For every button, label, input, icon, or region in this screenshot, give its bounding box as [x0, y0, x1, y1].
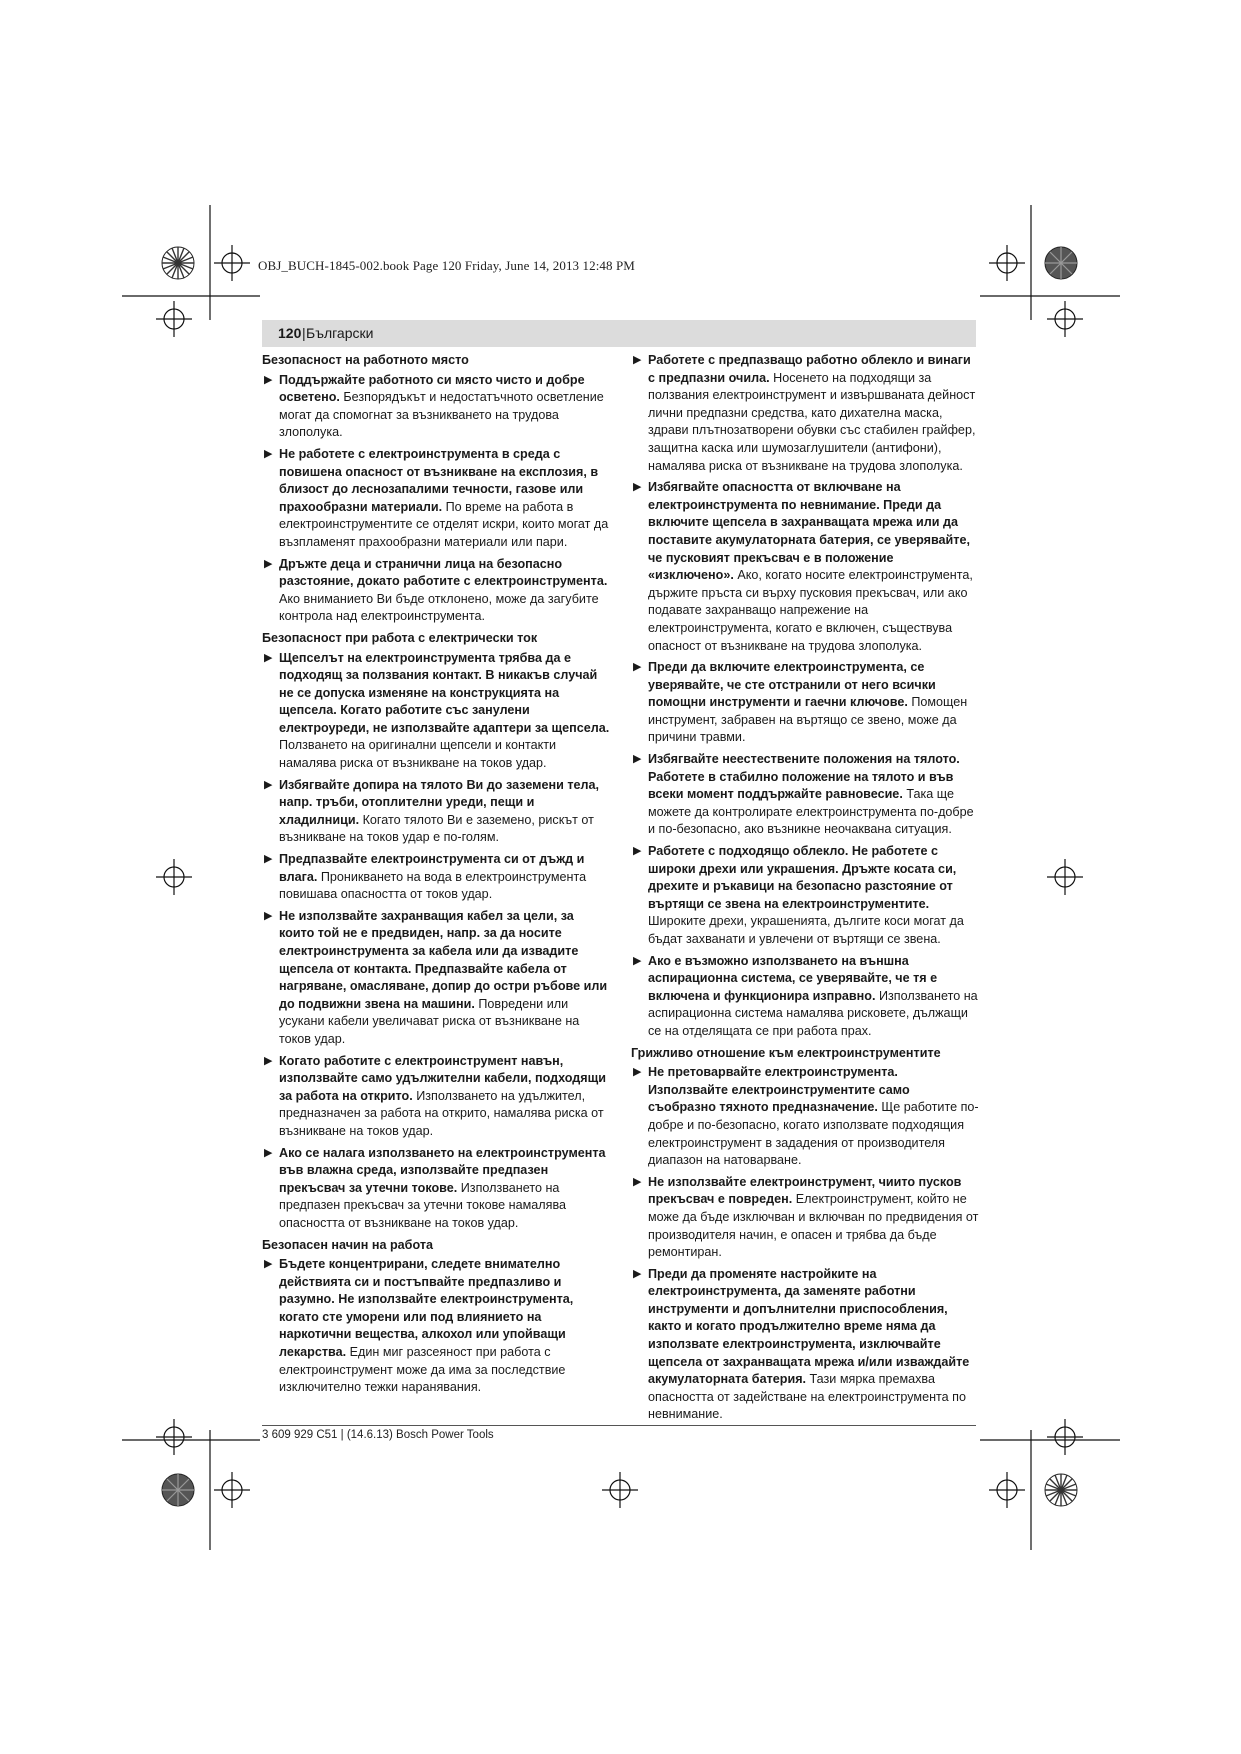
register-wheel-top-left	[162, 247, 194, 279]
instruction-emphasis: Избягвайте неестествените положения на тялото. Работете в стабилно положение на тялото и във всеки момент поддържайте равновесие.	[648, 752, 960, 802]
section-heading: Безопасност на работното място	[262, 353, 469, 367]
instruction-explanation: Безпорядъкът и недостатъчното осветление могат да спомогнат за възникването на трудова злополука.	[279, 390, 604, 440]
book-file-info: OBJ_BUCH-1845-002.book Page 120 Friday, June 14, 2013 12:48 PM	[258, 258, 635, 273]
safety-instruction	[631, 843, 981, 949]
safety-instruction	[631, 352, 981, 475]
safety-instruction	[262, 556, 612, 626]
instruction-emphasis: Преди да включите електроинструмента, се уверявайте, че сте отстранили от него всички помощни инструменти и гаечни ключове.	[648, 660, 936, 710]
safety-instruction	[631, 479, 981, 655]
instruction-emphasis: Ако се налага използването на електроинструмента във влажна среда, използвайте предпазен прекъсвач за утечни токове.	[279, 1145, 606, 1195]
bullet-arrow-icon: ▶	[633, 753, 642, 766]
bullet-arrow-icon: ▶	[633, 845, 642, 858]
register-wheel-bottom-right	[1045, 1474, 1077, 1506]
bullet-arrow-icon: ▶	[633, 481, 642, 494]
crosshair-mark	[214, 1472, 250, 1508]
bullet-arrow-icon: ▶	[264, 1146, 273, 1159]
bullet-arrow-icon: ▶	[633, 661, 642, 674]
safety-instruction	[262, 650, 612, 773]
header-separator: |	[302, 325, 306, 341]
instruction-explanation: Ако, когато носите електроинструмента, държите пръста си върху пусковия прекъсвач, или ако подавате захранващо напрежение на електроинструмента, когато е включен, съществува опасност от възникване на трудова злополука.	[648, 568, 973, 653]
instruction-explanation: Електроинструмент, който не може да бъде изключван и включван по предвидения от производителя начин, е опасен и трябва да бъде ремонтиран.	[648, 1192, 979, 1260]
instruction-explanation: Използването на аспирационна система намалява рисковете, дължащи се на отделящата се при работа прах.	[648, 988, 978, 1038]
crosshair-mark	[156, 859, 192, 895]
crosshair-mark	[1047, 301, 1083, 337]
instruction-emphasis: Не използвайте електроинструмент, чиито пусков прекъсвач е повреден.	[648, 1174, 962, 1207]
instruction-explanation: Ще работите по-добре и по-безопасно, когато използвате подходящия електроинструмент в зададения от производителя диапазон на натоварване.	[648, 1100, 979, 1168]
safety-instruction	[631, 659, 981, 747]
instruction-emphasis: Избягвайте допира на тялото Ви до заземени тела, напр. тръби, отоплителни уреди, пещи и хладилници.	[279, 777, 600, 827]
safety-instruction	[262, 851, 612, 904]
instruction-explanation: По време на работа в електроинструментите се отделят искри, които могат да възпламенят прахообразни материали или пари.	[279, 499, 609, 549]
register-wheel-bottom-left	[162, 1474, 194, 1506]
instruction-emphasis: Ако е възможно използването на външна аспирационна система, се уверявайте, че тя е включена и функционира изправно.	[648, 953, 938, 1003]
instruction-explanation: Ако вниманието Ви бъде отклонено, може да загубите контрола над електроинструмента.	[279, 591, 599, 624]
page-footer: 3 609 929 C51 | (14.6.13) Bosch Power Tools	[262, 1429, 494, 1441]
page-number: 120	[278, 325, 302, 341]
instruction-emphasis: Дръжте деца и странични лица на безопасно разстояние, докато работите с електроинструмента.	[279, 556, 608, 589]
bullet-arrow-icon: ▶	[264, 853, 273, 866]
footer-rule	[262, 1425, 976, 1426]
safety-instruction	[262, 908, 612, 1049]
bullet-arrow-icon: ▶	[633, 1066, 642, 1079]
instruction-explanation: Широките дрехи, украшенията, дългите коси могат да бъдат захванати и увлечени от въртящи се звена.	[648, 914, 964, 946]
instruction-explanation: Повредени или усукани кабели увеличават риска от възникване на токов удар.	[279, 996, 580, 1046]
instruction-emphasis: Поддържайте работното си място чисто и добре осветено.	[279, 372, 585, 405]
crosshair-mark	[156, 1419, 192, 1455]
safety-instruction	[262, 1053, 612, 1141]
instruction-emphasis: Работете с предпазващо работно облекло и винаги с предпазни очила.	[648, 353, 971, 385]
instruction-explanation: Ползването на оригинални щепсели и контакти намалява риска от възникване на токов удар.	[279, 738, 557, 771]
instruction-explanation: Един миг разсеяност при работа с електроинструмент може да има за последствие изключително тежки наранявания.	[279, 1345, 566, 1395]
crosshair-mark	[602, 1472, 638, 1508]
instruction-emphasis: Предпазвайте електроинструмента си от дъжд и влага.	[279, 852, 585, 884]
bullet-arrow-icon: ▶	[633, 1267, 642, 1280]
instruction-emphasis: Избягвайте опасността от включване на електроинструмента по невнимание. Преди да включите щепсела в захранващата мрежа или да поставите акумулаторната батерия, се уверявайте, че пусковият прекъсвач е в положение «изключено».	[648, 480, 970, 583]
bullet-arrow-icon: ▶	[264, 909, 273, 922]
bullet-arrow-icon: ▶	[264, 1054, 273, 1067]
section-heading: Безопасност при работа с електрически ток	[262, 630, 538, 645]
bullet-arrow-icon: ▶	[264, 1258, 273, 1271]
crosshair-mark	[156, 301, 192, 337]
instruction-emphasis: Не използвайте захранващия кабел за цели, за които той не е предвиден, напр. за да носите електроинструмента за кабела или да извадите щепсела от контакта. Предпазвайте кабела от нагряване, омасляване, допир до остри ръбове или до подвижни звена на машини.	[279, 908, 608, 1011]
instruction-explanation: Използването на удължител, предназначен за работа на открито, намалява риска от възникване на токов удар.	[279, 1088, 604, 1138]
bullet-arrow-icon: ▶	[633, 954, 642, 967]
bullet-arrow-icon: ▶	[264, 557, 273, 570]
register-wheel-top-right	[1045, 247, 1077, 279]
safety-instruction	[262, 446, 612, 552]
instruction-explanation: Носенето на подходящи за ползвания електроинструмент и извършваната дейност лични предпазни средства, като дихателна маска, здрави плътнозатворени обувки със стабилен грайфер, защитна каска или шумозаглушители (антифони), намалява риска от възникване на трудова злополука.	[648, 370, 976, 473]
instruction-emphasis: Когато работите с електроинструмент навън, използвайте само удължителни кабели, подходящи за работа на открито.	[279, 1053, 607, 1103]
safety-instruction	[262, 777, 612, 847]
safety-instruction	[631, 751, 981, 839]
instruction-emphasis: Щепселът на електроинструмента трябва да е подходящ за ползвания контакт. В никакъв случай не се допуска изменяне на конструкцията на щепсела. Когато работите със занулени електроуреди, не използвайте адаптери за щепсела.	[279, 650, 610, 735]
safety-instruction	[262, 372, 612, 442]
bullet-arrow-icon: ▶	[633, 1175, 642, 1188]
instruction-explanation: Когато тялото Ви е заземено, рискът от възникване на токов удар е по-голям.	[279, 812, 594, 845]
safety-instruction	[631, 1174, 981, 1262]
instruction-explanation: Използването на предпазен прекъсвач за утечни токове намалява опасността от възникване на токов удар.	[279, 1180, 567, 1230]
crosshair-mark	[989, 1472, 1025, 1508]
instruction-emphasis: Бъдете концентрирани, следете внимателно действията си и постъпвайте предпазливо и разумно. Не използвайте електроинструмента, когато сте уморени или под влиянието на наркотични вещества, алкохол или упойващи лекарства.	[279, 1257, 574, 1360]
crosshair-mark	[1047, 859, 1083, 895]
safety-instruction	[631, 953, 981, 1041]
instruction-explanation: Тази мярка премахва опасността от задействане на електроинструмента по невнимание.	[648, 1372, 966, 1422]
section-heading: Грижливо отношение към електроинструментите	[631, 1045, 941, 1060]
section-heading: Безопасен начин на работа	[262, 1237, 434, 1252]
crosshair-mark	[1047, 1419, 1083, 1455]
crosshair-mark	[214, 245, 250, 281]
safety-instruction	[262, 1145, 612, 1233]
safety-instruction	[631, 1064, 981, 1170]
bullet-arrow-icon: ▶	[264, 373, 273, 386]
instruction-emphasis: Не претоварвайте електроинструмента. Използвайте електроинструментите само съобразно тяхното предназначение.	[648, 1065, 910, 1115]
bullet-arrow-icon: ▶	[264, 447, 273, 460]
instruction-emphasis: Работете с подходящо облекло. Не работете с широки дрехи или украшения. Дръжте косата си, дрехите и ръкавици на безопасно разстояние от въртящи се звена на електроинструментите.	[648, 844, 957, 911]
right-text-column	[631, 352, 981, 1428]
crosshair-mark	[989, 245, 1025, 281]
safety-instruction	[262, 1256, 612, 1397]
instruction-emphasis: Преди да променяте настройките на електроинструмента, да заменяте работни инструменти и допълнителни приспособления, както и когато продължително време няма да използвате електроинструмента, изключвайте щепсела от захранващата мрежа и/или изваждайте акумулаторната батерия.	[648, 1266, 970, 1387]
bullet-arrow-icon: ▶	[264, 778, 273, 791]
section-language: Български	[306, 325, 374, 341]
instruction-explanation: Проникването на вода в електроинструмента повишава опасността от токов удар.	[279, 869, 587, 902]
bullet-arrow-icon: ▶	[264, 651, 273, 664]
instruction-explanation: Помощен инструмент, забравен на въртящо се звено, може да причини травми.	[648, 695, 968, 745]
page-header-bar	[262, 320, 976, 347]
instruction-explanation: Така ще можете да контролирате електроинструмента по-добре и по-безопасно, ако възникне неочаквана ситуация.	[648, 787, 974, 837]
left-text-column	[262, 352, 612, 1401]
instruction-emphasis: Не работете с електроинструмента в среда с повишена опасност от възникване на експлозия, в близост до леснозапалими течности, газове или прахообразни материали.	[279, 446, 599, 514]
safety-instruction	[631, 1266, 981, 1424]
bullet-arrow-icon: ▶	[633, 354, 642, 366]
